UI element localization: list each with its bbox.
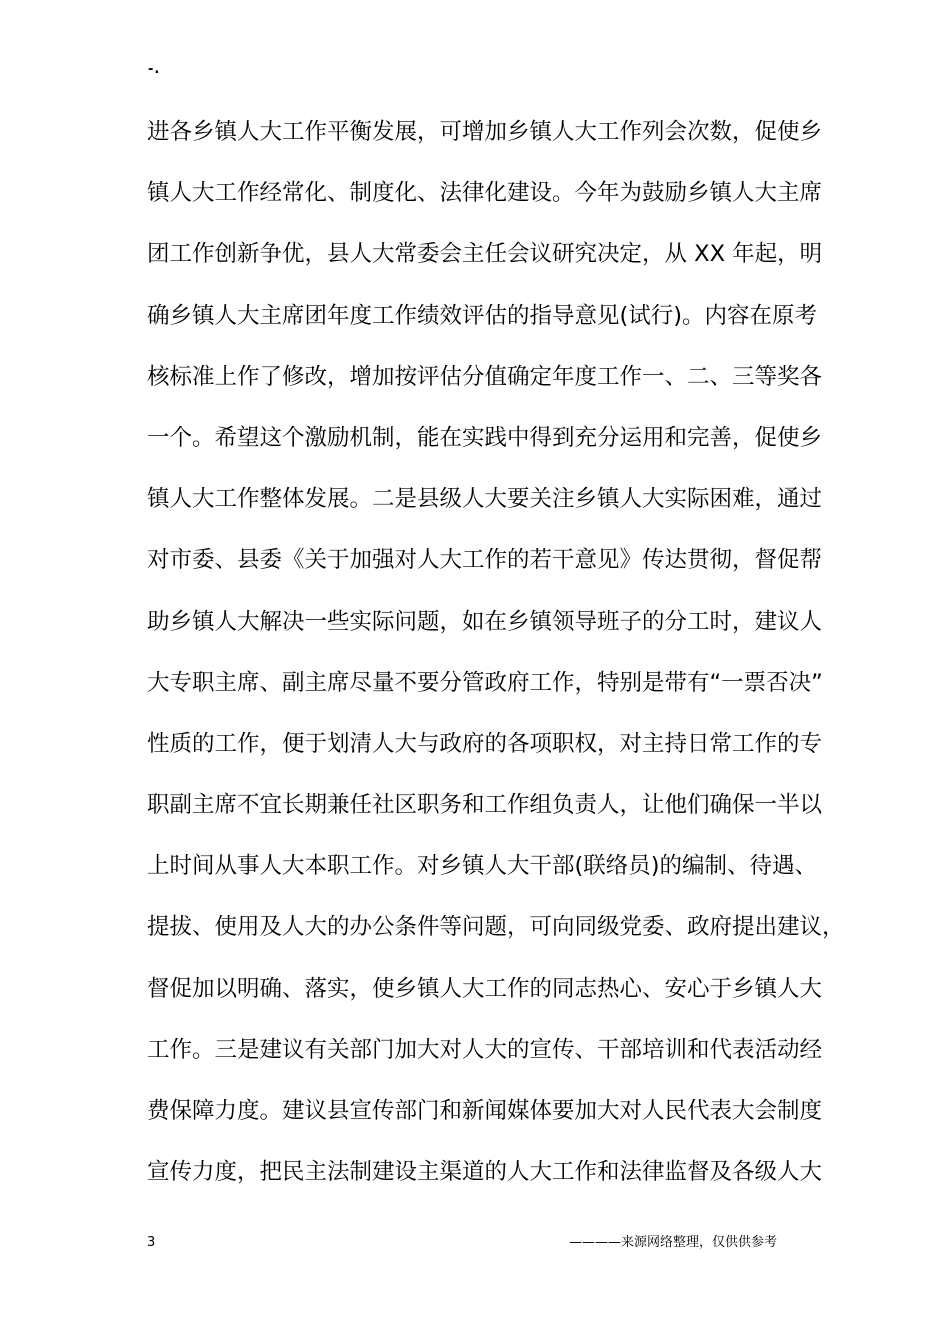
text-line: 确乡镇人大主席团年度工作绩效评估的指导意见(试行)。内容在原考 (147, 302, 818, 329)
text-line: 工作。三是建议有关部门加大对人大的宣传、干部培训和代表活动经 (147, 1036, 823, 1063)
text-line: 助乡镇人大解决一些实际问题，如在乡镇领导班子的分工时，建议人 (147, 608, 823, 635)
text-line: 一个。希望这个激励机制，能在实践中得到充分运用和完善，促使乡 (147, 424, 823, 451)
text-line: 镇人大工作经常化、制度化、法律化建设。今年为鼓励乡镇人大主席 (147, 180, 823, 207)
text-line: 团工作创新争优，县人大常委会主任会议研究决定，从 XX 年起，明 (147, 241, 823, 268)
header-mark: -. (148, 62, 161, 77)
text-line: 职副主席不宜长期兼任社区职务和工作组负责人，让他们确保一半以 (147, 792, 823, 819)
body-text (147, 102, 845, 1203)
text-line: 对市委、县委《关于加强对人大工作的若干意见》传达贯彻，督促帮 (147, 547, 823, 574)
text-line: 性质的工作，便于划清人大与政府的各项职权，对主持日常工作的专 (147, 730, 823, 757)
page-number: 3 (147, 1235, 156, 1250)
text-line: 镇人大工作整体发展。二是县级人大要关注乡镇人大实际困难，通过 (147, 486, 823, 513)
text-line: 宣传力度，把民主法制建设主渠道的人大工作和法律监督及各级人大 (147, 1159, 823, 1186)
text-line: 费保障力度。建议县宣传部门和新闻媒体要加大对人民代表大会制度 (147, 1098, 823, 1124)
text-line: 督促加以明确、落实，使乡镇人大工作的同志热心、安心于乡镇人大 (147, 975, 823, 1002)
text-line: 大专职主席、副主席尽量不要分管政府工作，特别是带有“一票否决” (147, 669, 823, 696)
text-line: 核标准上作了修改，增加按评估分值确定年度工作一、二、三等奖各 (147, 363, 823, 390)
source-note: ————来源网络整理，仅供供参考 (568, 1235, 777, 1250)
text-line: 上时间从事人大本职工作。对乡镇人大干部(联络员)的编制、待遇、 (147, 853, 818, 880)
page-footer (147, 1231, 817, 1255)
text-line: 提拔、使用及人大的办公条件等问题，可向同级党委、政府提出建议， (147, 914, 845, 941)
text-line: 进各乡镇人大工作平衡发展，可增加乡镇人大工作列会次数，促使乡 (147, 119, 823, 145)
